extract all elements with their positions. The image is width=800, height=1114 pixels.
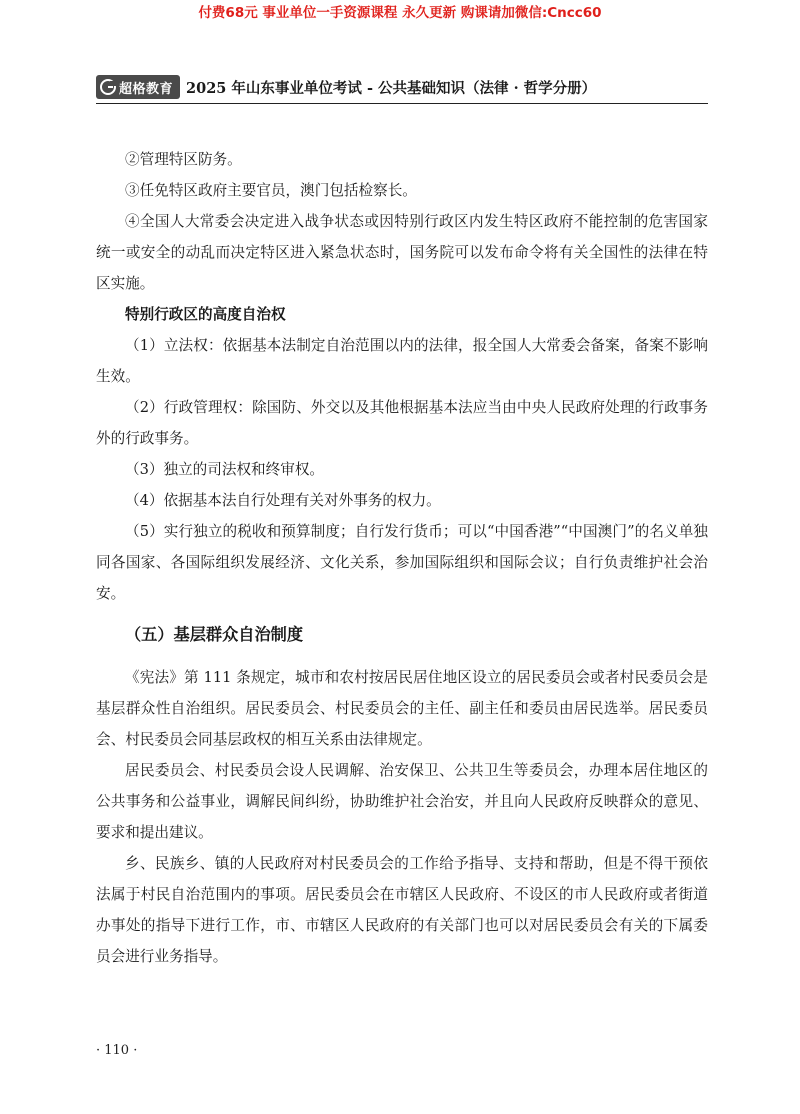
- section-title: （五）基层群众自治制度: [125, 625, 304, 644]
- page-header: [96, 74, 708, 100]
- autonomy-item: （4）依据基本法自行处理有关对外事务的权力。: [125, 492, 441, 509]
- paragraph: 《宪法》第 111 条规定，城市和农村按居民居住地区设立的居民委员会或者村民委员会是基层群众性自治组织。居民委员会、村民委员会的主任、副主任和委员由居民选举。居民委员会、村民委员会同基层政权的相互关系由法律规定。: [96, 669, 708, 748]
- list-item: ②管理特区防务。: [125, 151, 242, 168]
- page-body: [96, 144, 708, 972]
- paragraph: 居民委员会、村民委员会设人民调解、治安保卫、公共卫生等委员会，办理本居住地区的公共事务和公益事业，调解民间纠纷，协助维护社会治安，并且向人民政府反映群众的意见、要求和提出建议。: [96, 762, 708, 841]
- list-item: ④全国人大常委会决定进入战争状态或因特别行政区内发生特区政府不能控制的危害国家统一或安全的动乱而决定特区进入紧急状态时，国务院可以发布命令将有关全国性的法律在特区实施。: [96, 213, 708, 292]
- publisher-logo: [96, 75, 180, 99]
- document-title: 2025 年山东事业单位考试 - 公共基础知识（法律 · 哲学分册）: [186, 79, 597, 97]
- autonomy-item: （1）立法权：依据基本法制定自治范围以内的法律，报全国人大常委会备案，备案不影响生效。: [96, 337, 708, 385]
- promo-banner: 付费68元 事业单位一手资源课程 永久更新 购课请加微信:Cncc60: [198, 5, 602, 21]
- autonomy-item: （3）独立的司法权和终审权。: [125, 461, 325, 478]
- autonomy-item: （5）实行独立的税收和预算制度；自行发行货币；可以“中国香港”“中国澳门”的名义单独同各国家、各国际组织发展经济、文化关系，参加国际组织和国际会议；自行负责维护社会治安。: [96, 523, 708, 602]
- autonomy-item: （2）行政管理权：除国防、外交以及其他根据基本法应当由中央人民政府处理的行政事务外的行政事务。: [96, 399, 708, 447]
- logo-g-icon: [100, 79, 116, 95]
- autonomy-heading: 特别行政区的高度自治权: [125, 306, 286, 323]
- page-number: · 110 ·: [96, 1043, 138, 1058]
- list-item: ③任免特区政府主要官员，澳门包括检察长。: [125, 182, 417, 199]
- paragraph: 乡、民族乡、镇的人民政府对村民委员会的工作给予指导、支持和帮助，但是不得干预依法属于村民自治范围内的事项。居民委员会在市辖区人民政府、不设区的市人民政府或者街道办事处的指导下进行工作，市、市辖区人民政府的有关部门也可以对居民委员会有关的下属委员会进行业务指导。: [96, 855, 708, 965]
- logo-text: 超格教育: [119, 81, 174, 97]
- header-divider: [96, 103, 708, 104]
